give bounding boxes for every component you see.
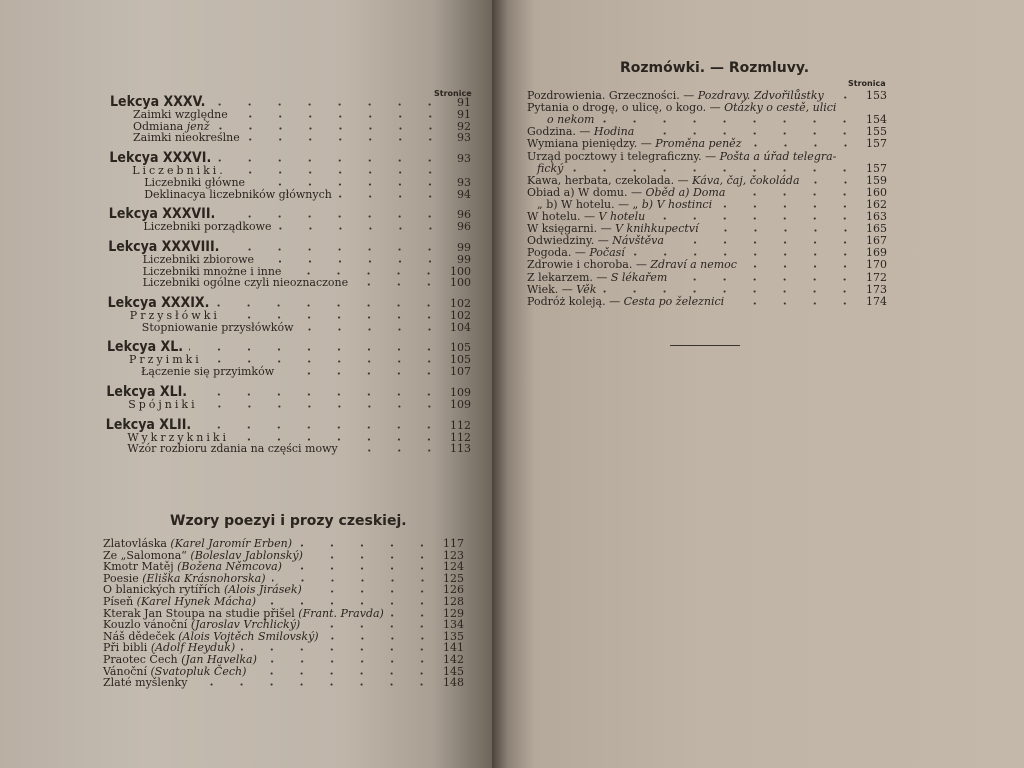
entry-text: Ze „Salomona“ bbox=[103, 548, 191, 562]
dot-leader bbox=[670, 241, 860, 244]
page-number: 94 bbox=[456, 187, 471, 201]
dot-leader bbox=[830, 96, 860, 99]
entry-text: Obiad a) W domu. — bbox=[527, 185, 646, 199]
dot-leader bbox=[673, 278, 860, 281]
dot-leader bbox=[226, 316, 444, 319]
dot-leader bbox=[217, 159, 445, 162]
dot-leader bbox=[705, 229, 860, 232]
entry-title bbox=[127, 443, 337, 455]
entry-text: Odmiana bbox=[133, 119, 187, 133]
entry-text: Liczebniki główne bbox=[144, 175, 246, 189]
page-number: 141 bbox=[443, 641, 464, 655]
entry-title bbox=[103, 677, 187, 689]
entry-title bbox=[108, 297, 210, 309]
entry-text: Vánoční bbox=[103, 664, 151, 678]
entry-text: Zdrowie i choroba. — bbox=[527, 258, 651, 272]
page-number: 91 bbox=[457, 108, 471, 121]
entry-translation: V hotelu bbox=[598, 210, 646, 223]
toc-row bbox=[127, 443, 471, 455]
entry-text: Spójniki bbox=[128, 397, 198, 411]
entry-text: Wzór rozbioru zdania na części mowy bbox=[127, 442, 338, 456]
page-number: 145 bbox=[443, 664, 464, 678]
entry-text: Píseň bbox=[103, 595, 137, 608]
entry-title bbox=[128, 399, 197, 411]
entry-text: Deklinacya liczebników głównych bbox=[144, 187, 332, 201]
entry-text: Lekcya XLI. bbox=[106, 383, 188, 400]
entry-translation: Věk bbox=[576, 282, 597, 296]
entry-title bbox=[143, 221, 271, 233]
entry-translation: o nekom bbox=[547, 113, 595, 127]
entry-translation: Cesta po železnici bbox=[623, 294, 725, 308]
page-number: 100 bbox=[449, 264, 471, 278]
page-number: 99 bbox=[456, 252, 471, 266]
entry-translation: Proměna peněz bbox=[655, 137, 742, 151]
dot-leader bbox=[260, 260, 445, 263]
dot-leader bbox=[211, 103, 445, 106]
entry-translation: (Jan Havelka) bbox=[181, 653, 257, 666]
entry-text: Pogoda. — bbox=[527, 246, 590, 260]
dot-leader bbox=[640, 132, 860, 135]
entry-translation: fický bbox=[537, 161, 564, 175]
dot-leader bbox=[234, 115, 445, 118]
entry-text: Wykrzykniki bbox=[127, 430, 230, 444]
page-number: 105 bbox=[450, 353, 471, 367]
page-number: 112 bbox=[449, 418, 471, 432]
entry-text: Při bibli bbox=[103, 641, 151, 655]
section-title: Wzory poezyi i prozy czeskiej. bbox=[170, 513, 407, 529]
page-number: 102 bbox=[449, 297, 471, 310]
page-number: 109 bbox=[449, 385, 471, 399]
toc-row bbox=[103, 677, 464, 689]
page-number: 96 bbox=[456, 208, 471, 222]
dot-leader bbox=[325, 637, 437, 640]
page-number: 100 bbox=[449, 276, 471, 290]
toc-row bbox=[128, 399, 471, 411]
page-number: 112 bbox=[449, 430, 471, 444]
entry-text: Lekcya XXXIX. bbox=[107, 295, 210, 311]
dot-leader bbox=[216, 127, 445, 130]
entry-text: Urząd pocztowy i telegraficzny. — bbox=[527, 149, 720, 163]
dot-leader bbox=[600, 120, 860, 123]
entry-translation: Počasí bbox=[589, 246, 625, 260]
page-number: 93 bbox=[457, 131, 471, 145]
page-number: 117 bbox=[443, 537, 464, 550]
dot-leader bbox=[204, 405, 444, 408]
page-number: 148 bbox=[443, 676, 464, 690]
entry-text: Godzina. — bbox=[527, 125, 594, 139]
dot-leader bbox=[718, 205, 860, 208]
page-number: 92 bbox=[457, 119, 471, 133]
entry-text: Lekcya XXXVIII. bbox=[108, 238, 220, 255]
page-number: 142 bbox=[443, 653, 464, 666]
entry-text: Zlatovláska bbox=[103, 537, 171, 550]
entry-translation: Pošta a úřad telegra- bbox=[719, 149, 837, 163]
entry-title bbox=[105, 416, 192, 433]
dot-leader bbox=[344, 449, 444, 452]
divider bbox=[670, 345, 740, 346]
entry-title bbox=[107, 339, 184, 356]
entry-text: Odwiedziny. — bbox=[527, 234, 613, 248]
entry-translation: (Adolf Heyduk) bbox=[150, 641, 236, 655]
dot-leader bbox=[298, 544, 437, 547]
page-number: 174 bbox=[866, 294, 887, 308]
entry-title bbox=[144, 189, 332, 201]
dot-leader bbox=[193, 683, 437, 686]
entry-title bbox=[141, 366, 274, 378]
toc-row bbox=[141, 366, 471, 378]
column-header: Stronica bbox=[848, 79, 886, 88]
entry-text: Pytania o drogę, o ulicę, o kogo. — bbox=[527, 101, 725, 115]
entry-text: Z lekarzem. — bbox=[527, 270, 611, 284]
page-number: 153 bbox=[866, 89, 887, 102]
page-number: 159 bbox=[866, 173, 887, 187]
page-number: 170 bbox=[866, 258, 887, 272]
entry-translation: (Eliška Krásnohorska) bbox=[142, 571, 266, 585]
dot-leader bbox=[193, 393, 444, 396]
page-number: 162 bbox=[866, 197, 887, 211]
dot-leader bbox=[235, 438, 444, 441]
page-number: 160 bbox=[866, 185, 887, 199]
entry-translation: V knihkupectví bbox=[615, 222, 699, 236]
entry-text: Lekcya XXXVII. bbox=[108, 206, 216, 223]
page-number: 96 bbox=[456, 220, 471, 234]
entry-text: Kterak Jan Stoupa na studie přišel bbox=[103, 606, 299, 620]
right-page bbox=[492, 0, 1024, 768]
entry-translation: (Boleslav Jablonský) bbox=[190, 548, 303, 562]
entry-text: Liczebniki zbiorowe bbox=[142, 252, 254, 266]
entry-text: Liczebniki. bbox=[132, 164, 226, 178]
entry-text: O blanických rytířích bbox=[103, 583, 224, 597]
entry-title bbox=[109, 150, 212, 167]
dot-leader bbox=[569, 169, 860, 172]
dot-leader bbox=[197, 426, 444, 429]
dot-leader bbox=[241, 648, 437, 651]
page-number: 157 bbox=[866, 137, 887, 151]
dot-leader bbox=[308, 590, 437, 593]
entry-title bbox=[106, 383, 188, 400]
entry-text: Zlaté myšlenky bbox=[103, 676, 188, 690]
entry-text: Zaimki względne bbox=[133, 108, 228, 121]
dot-leader bbox=[252, 672, 437, 675]
dot-leader bbox=[748, 144, 861, 147]
dot-leader bbox=[232, 171, 445, 174]
page-number: 99 bbox=[456, 240, 471, 254]
dot-leader bbox=[272, 579, 438, 582]
entry-text: Pozdrowienia. Grzeczności. — bbox=[527, 89, 698, 102]
entry-translation: S lékařem bbox=[610, 270, 668, 284]
page-number: 155 bbox=[866, 125, 887, 139]
entry-translation: (Božena Němcova) bbox=[177, 560, 282, 574]
entry-text: Podróż koleją. — bbox=[527, 294, 624, 308]
dot-leader bbox=[278, 227, 445, 230]
dot-leader bbox=[651, 217, 860, 220]
entry-text: Praotec Čech bbox=[103, 653, 182, 666]
entry-translation: (Alois Jirásek) bbox=[223, 583, 302, 597]
entry-text: Przyimki bbox=[129, 353, 202, 367]
entry-text: Lekcya XL. bbox=[107, 339, 184, 356]
dot-leader bbox=[743, 265, 860, 268]
page-number: 91 bbox=[457, 96, 471, 109]
dot-leader bbox=[263, 660, 437, 663]
entry-title bbox=[110, 96, 205, 108]
page-number: 93 bbox=[456, 152, 471, 166]
entry-translation: (Frant. Pravda) bbox=[298, 606, 384, 620]
dot-leader bbox=[287, 272, 444, 275]
entry-translation: (Alois Vojtěch Smilovský) bbox=[178, 629, 319, 643]
entry-translation: jenž bbox=[186, 119, 210, 133]
entry-text: Lekcya XLII. bbox=[105, 416, 192, 433]
page-number: 169 bbox=[866, 246, 887, 260]
entry-title bbox=[527, 296, 724, 308]
entry-title bbox=[108, 206, 216, 223]
page-number: 157 bbox=[866, 161, 887, 175]
dot-leader bbox=[280, 372, 444, 375]
entry-text: Lekcya XXXV. bbox=[110, 94, 206, 110]
page-number: 135 bbox=[443, 629, 464, 643]
dot-leader bbox=[806, 181, 860, 184]
entry-title bbox=[133, 132, 240, 144]
entry-text: Przysłówki bbox=[129, 309, 220, 322]
page-number: 134 bbox=[443, 618, 464, 632]
entry-text: Lekcya XXXVI. bbox=[109, 150, 212, 167]
page-title: Rozmówki. — Rozmluvy. bbox=[620, 60, 810, 76]
page-number: 126 bbox=[443, 583, 464, 597]
dot-leader bbox=[251, 183, 445, 186]
entry-text: Liczebniki mnożne i inne bbox=[142, 264, 282, 278]
entry-text: Zaimki nieokreślne bbox=[133, 131, 240, 145]
toc-row bbox=[143, 221, 471, 233]
page-number: 105 bbox=[450, 341, 471, 355]
dot-leader bbox=[215, 304, 444, 307]
page-number: 107 bbox=[450, 365, 471, 379]
toc-row bbox=[133, 132, 471, 144]
dot-leader bbox=[338, 195, 445, 198]
toc-row bbox=[142, 322, 471, 334]
dot-leader bbox=[225, 248, 445, 251]
entry-text: Stopniowanie przysłówków bbox=[141, 320, 294, 334]
entry-translation: b) V hostinci bbox=[641, 197, 713, 211]
entry-text: Kouzlo vánoční bbox=[103, 618, 191, 632]
dot-leader bbox=[309, 556, 437, 559]
page-number: 123 bbox=[443, 548, 464, 562]
dot-leader bbox=[390, 614, 437, 617]
page-number: 125 bbox=[443, 571, 464, 585]
toc-row bbox=[527, 296, 887, 308]
page-number: 173 bbox=[866, 282, 887, 296]
entry-title bbox=[143, 277, 349, 289]
entry-title bbox=[527, 151, 836, 163]
dot-leader bbox=[208, 360, 444, 363]
entry-translation: (Jaroslav Vrchlický) bbox=[190, 618, 301, 632]
entry-text: Wiek. — bbox=[527, 282, 577, 296]
dot-leader bbox=[631, 253, 860, 256]
entry-translation: (Svatopluk Čech) bbox=[150, 664, 247, 678]
entry-text: Łączenie się przyimków bbox=[141, 365, 275, 379]
entry-text: W hotelu. — bbox=[527, 210, 599, 223]
page-number: 93 bbox=[456, 175, 471, 189]
entry-title bbox=[142, 322, 294, 334]
column-header: Stronice bbox=[434, 89, 472, 98]
dot-leader bbox=[730, 302, 860, 305]
page-number: 124 bbox=[443, 560, 464, 574]
page-number: 109 bbox=[449, 397, 471, 411]
entry-translation: Otázky o cestě, ulici bbox=[724, 101, 837, 115]
dot-leader bbox=[246, 138, 445, 141]
entry-translation: Hodina bbox=[593, 125, 635, 139]
dot-leader bbox=[300, 328, 444, 331]
dot-leader bbox=[602, 290, 860, 293]
entry-translation: Pozdravy. Zdvořilůstky bbox=[697, 89, 824, 102]
page-number: 128 bbox=[443, 595, 464, 608]
page-number: 167 bbox=[866, 234, 887, 248]
dot-leader bbox=[288, 567, 437, 570]
entry-text: Wymiana pieniędzy. — bbox=[527, 137, 656, 151]
page-number: 172 bbox=[866, 270, 887, 284]
entry-text: Liczebniki porządkowe bbox=[143, 220, 272, 234]
toc-row bbox=[143, 277, 471, 289]
entry-text: Kawa, herbata, czekolada. — bbox=[527, 173, 693, 187]
page-number: 163 bbox=[866, 210, 887, 223]
dot-leader bbox=[306, 625, 437, 628]
entry-text: Liczebniki ogólne czyli nieoznaczone bbox=[142, 276, 349, 290]
page-number: 102 bbox=[449, 309, 471, 322]
left-page bbox=[0, 0, 492, 768]
page-number: 104 bbox=[449, 320, 471, 334]
entry-translation: Káva, čaj, čokoláda bbox=[692, 173, 800, 187]
entry-text: Poesie bbox=[103, 571, 143, 585]
page-number: 129 bbox=[443, 606, 464, 620]
toc-row bbox=[144, 189, 471, 201]
entry-text: Kmotr Matěj bbox=[103, 560, 178, 574]
entry-translation: (Karel Jaromír Erben) bbox=[170, 537, 293, 550]
dot-leader bbox=[221, 215, 445, 218]
entry-text: W księgarni. — bbox=[527, 222, 616, 236]
dot-leader bbox=[731, 193, 860, 196]
entry-translation: Zdraví a nemoc bbox=[650, 258, 737, 272]
entry-text: Náš dědeček bbox=[103, 629, 179, 643]
toc-row bbox=[527, 151, 887, 163]
dot-leader bbox=[189, 348, 444, 351]
entry-translation: Oběd a) Doma bbox=[645, 185, 726, 199]
entry-title bbox=[108, 238, 220, 255]
entry-translation: Návštěva bbox=[612, 234, 664, 248]
entry-text: „ b) W hotelu. — „ bbox=[537, 197, 642, 211]
page-number: 154 bbox=[866, 113, 887, 127]
dot-leader bbox=[354, 283, 444, 286]
dot-leader bbox=[262, 602, 437, 605]
entry-translation: (Karel Hynek Mácha) bbox=[136, 595, 256, 608]
page-number: 113 bbox=[449, 442, 471, 456]
page-number: 165 bbox=[866, 222, 887, 236]
